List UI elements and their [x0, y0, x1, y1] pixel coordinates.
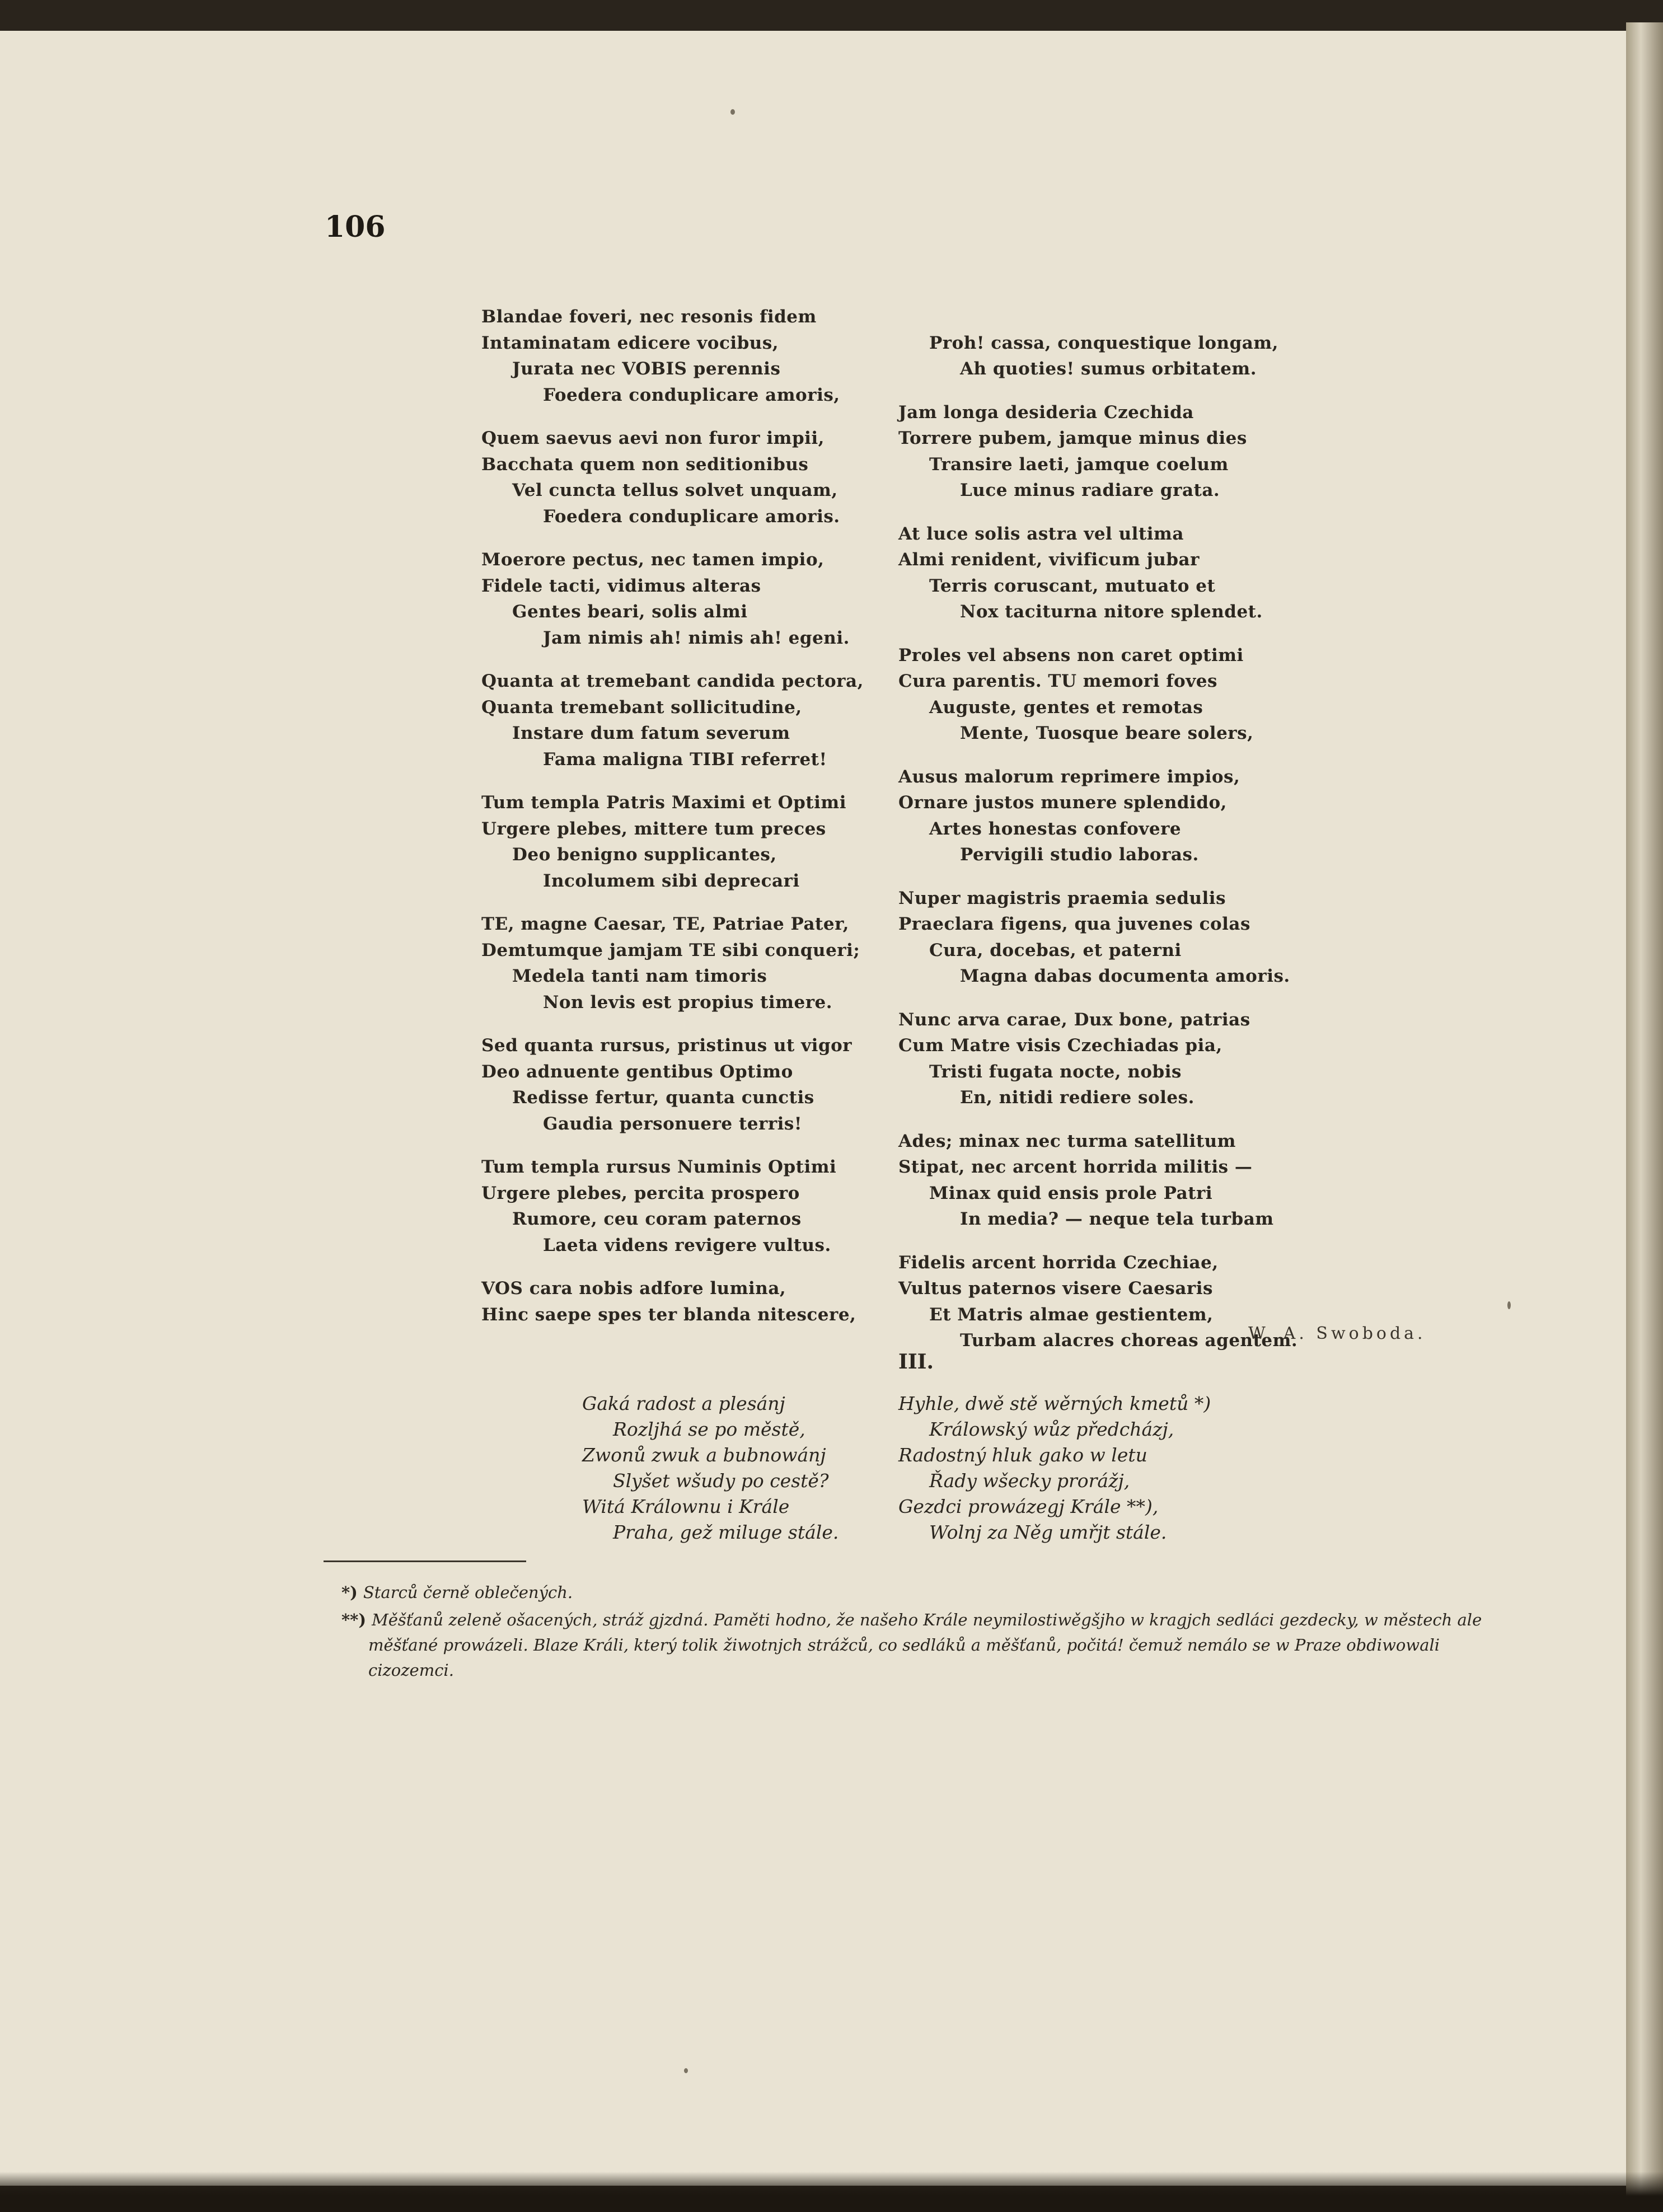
footnote-text: Starců černě oblečených.	[363, 1583, 573, 1602]
stanza	[898, 764, 1297, 868]
poem-line: TE, magne Caesar, TE, Patriae Pater,	[481, 914, 849, 934]
footnote-text: Měšťanů zeleně ošacených, stráž gjzdná. Paměti hodno, že našeho Krále neymilostiwěgšjho w kragjch sedláci gezdecky, w městech ale měšťané prowázeli. Blaze Králi, který tolik žiwotnjch strážců, co sedláků a měšťanů, počitá! čemuž nemálo se w Praze obdiwowali cizozemci.	[368, 1610, 1482, 1680]
poem-line: Torrere pubem, jamque minus dies	[898, 428, 1247, 448]
poem-line: Jam nimis ah! nimis ah! egeni.	[543, 627, 850, 648]
poem-line: Nuper magistris praemia sedulis	[898, 888, 1226, 908]
poem-line: Non levis est propius timere.	[543, 992, 833, 1013]
poem-line: Mente, Tuosque beare solers,	[960, 723, 1254, 743]
poem-line: Redisse fertur, quanta cunctis	[512, 1088, 814, 1108]
footnote-1	[341, 1580, 1489, 1605]
poem-line: Witá Králownu i Krále	[582, 1496, 790, 1517]
section-number: III.	[898, 1350, 934, 1374]
poem-line: Moerore pectus, nec tamen impio,	[481, 550, 825, 570]
poem-line: Incolumem sibi deprecari	[543, 870, 800, 891]
poem-line: Ades; minax nec turma satellitum	[898, 1131, 1236, 1151]
stanza	[898, 643, 1297, 747]
stanza	[481, 911, 864, 1015]
poem-line: Radostný hluk gako w letu	[898, 1444, 1147, 1466]
poem-line: Sed quanta rursus, pristinus ut vigor	[481, 1035, 852, 1056]
poem-line: Instare dum fatum severum	[512, 723, 790, 743]
poem-line: Minax quid ensis prole Patri	[929, 1183, 1213, 1203]
footnote-mark: **)	[341, 1610, 367, 1629]
author-signature: W. A. Swoboda.	[1248, 1324, 1426, 1343]
poem-line: Gaudia personuere terris!	[543, 1113, 802, 1134]
poem-line: Slyšet wšudy po cestě?	[613, 1470, 829, 1492]
poem-line: Luce minus radiare grata.	[960, 480, 1220, 500]
poem-line: Tristi fugata nocte, nobis	[929, 1061, 1182, 1082]
scan-shadow	[0, 2172, 1663, 2212]
poem-line: Urgere plebes, mittere tum preces	[481, 818, 826, 839]
poem-line: Quanta tremebant sollicitudine,	[481, 697, 802, 718]
stanza	[481, 1033, 864, 1137]
poem-line: Tum templa Patris Maximi et Optimi	[481, 793, 846, 813]
poem-line: Rozljhá se po městě,	[613, 1418, 805, 1440]
poem-line: Demtumque jamjam TE sibi conqueri;	[481, 940, 860, 960]
poem-line: VOS cara nobis adfore lumina,	[481, 1278, 786, 1299]
poem-line: Gaká radost a plesánj	[582, 1393, 785, 1414]
poem-line: Quanta at tremebant candida pectora,	[481, 671, 864, 691]
poem-line: Urgere plebes, percita prospero	[481, 1183, 800, 1203]
poem-line: Turbam alacres choreas agentem.	[960, 1330, 1298, 1351]
poem-line: Králowský wůz předcházj,	[929, 1418, 1174, 1440]
poem-line: Vel cuncta tellus solvet unquam,	[512, 480, 838, 500]
poem-line: Zwonů zwuk a bubnowánj	[582, 1444, 826, 1466]
poem-line: Et Matris almae gestientem,	[929, 1304, 1214, 1325]
poem-line: Fidele tacti, vidimus alteras	[481, 575, 761, 596]
stanza	[898, 400, 1297, 504]
stanza	[481, 1276, 864, 1328]
footnotes	[341, 1580, 1489, 1685]
poem-line: Foedera conduplicare amoris,	[543, 385, 840, 405]
poem-line: Tum templa rursus Numinis Optimi	[481, 1157, 837, 1177]
poem-line	[898, 304, 1297, 330]
stanza	[481, 790, 864, 894]
stanza	[481, 425, 864, 529]
stanza	[898, 304, 1297, 382]
footnote-2	[341, 1608, 1489, 1683]
paper-speck	[1507, 1301, 1511, 1309]
latin-poem-right-column	[898, 304, 1297, 1371]
poem-line: Fidelis arcent horrida Czechiae,	[898, 1252, 1219, 1273]
stanza	[481, 668, 864, 772]
poem-line: Stipat, nec arcent horrida militis —	[898, 1157, 1253, 1177]
footnote-mark: *)	[341, 1583, 358, 1602]
paper-speck	[730, 109, 735, 115]
poem-line: Jurata nec VOBIS perennis	[512, 359, 781, 379]
stanza	[898, 885, 1297, 990]
poem-line: At luce solis astra vel ultima	[898, 523, 1184, 544]
poem-line: Fama maligna TIBI referret!	[543, 749, 827, 770]
poem-line: Řady wšecky prorážj,	[929, 1470, 1130, 1492]
poem-line: Deo adnuente gentibus Optimo	[481, 1061, 793, 1082]
footnote-rule	[324, 1560, 526, 1562]
poem-line: Hinc saepe spes ter blanda nitescere,	[481, 1304, 856, 1325]
poem-line: Praeclara figens, qua juvenes colas	[898, 914, 1250, 934]
page-number: 106	[325, 210, 386, 244]
poem-line: Quem saevus aevi non furor impii,	[481, 428, 825, 448]
poem-line: Medela tanti nam timoris	[512, 966, 767, 986]
poem-line: Laeta videns revigere vultus.	[543, 1235, 831, 1255]
poem-line: Foedera conduplicare amoris.	[543, 506, 840, 527]
page-edge	[1626, 22, 1663, 2212]
czech-poem-left-stanza	[582, 1391, 838, 1545]
czech-poem-right-stanza	[898, 1391, 1211, 1545]
stanza	[481, 304, 864, 408]
poem-line: Auguste, gentes et remotas	[929, 697, 1203, 718]
poem-line: Gentes beari, solis almi	[512, 602, 748, 622]
poem-line: Praha, gež miluge stále.	[613, 1521, 839, 1543]
poem-line: Wolnj za Něg umřjt stále.	[929, 1521, 1167, 1543]
poem-line: Transire laeti, jamque coelum	[929, 454, 1229, 475]
poem-line: Cura, docebas, et paterni	[929, 940, 1182, 960]
poem-line: Intaminatam edicere vocibus,	[481, 332, 779, 353]
stanza	[898, 521, 1297, 625]
poem-line: Pervigili studio laboras.	[960, 845, 1199, 865]
poem-line: Almi renident, vivificum jubar	[898, 550, 1200, 570]
poem-line: Ornare justos munere splendido,	[898, 793, 1227, 813]
book-page	[0, 31, 1632, 2186]
poem-line: Deo benigno supplicantes,	[512, 845, 777, 865]
poem-line: Proh! cassa, conquestique longam,	[929, 332, 1278, 353]
poem-line: En, nitidi rediere soles.	[960, 1088, 1194, 1108]
poem-line: Bacchata quem non seditionibus	[481, 454, 809, 475]
poem-line: Vultus paternos visere Caesaris	[898, 1278, 1213, 1299]
paper-speck	[684, 2068, 688, 2073]
poem-line: Cura parentis. TU memori foves	[898, 671, 1217, 691]
stanza	[898, 1007, 1297, 1111]
stanza	[898, 1128, 1297, 1232]
poem-line: Hyhle, dwě stě wěrných kmetů *)	[898, 1393, 1211, 1414]
stanza	[898, 1250, 1297, 1354]
poem-line: In media? — neque tela turbam	[960, 1209, 1274, 1229]
poem-line: Nox taciturna nitore splendet.	[960, 602, 1263, 622]
poem-line: Blandae foveri, nec resonis fidem	[481, 307, 817, 327]
poem-line: Proles vel absens non caret optimi	[898, 645, 1244, 666]
poem-line: Artes honestas confovere	[929, 818, 1182, 839]
latin-poem-left-column	[481, 304, 864, 1345]
poem-line: Ausus malorum reprimere impios,	[898, 766, 1240, 787]
poem-line: Jam longa desideria Czechida	[898, 402, 1194, 423]
poem-line: Gezdci prowázegj Krále **),	[898, 1496, 1159, 1517]
stanza	[481, 1154, 864, 1258]
poem-line: Nunc arva carae, Dux bone, patrias	[898, 1009, 1250, 1030]
poem-line: Cum Matre visis Czechiadas pia,	[898, 1035, 1222, 1056]
poem-line: Rumore, ceu coram paternos	[512, 1209, 802, 1229]
poem-line: Ah quoties! sumus orbitatem.	[960, 359, 1257, 379]
stanza	[481, 547, 864, 651]
poem-line: Terris coruscant, mutuato et	[929, 575, 1216, 596]
poem-line: Magna dabas documenta amoris.	[960, 966, 1290, 986]
